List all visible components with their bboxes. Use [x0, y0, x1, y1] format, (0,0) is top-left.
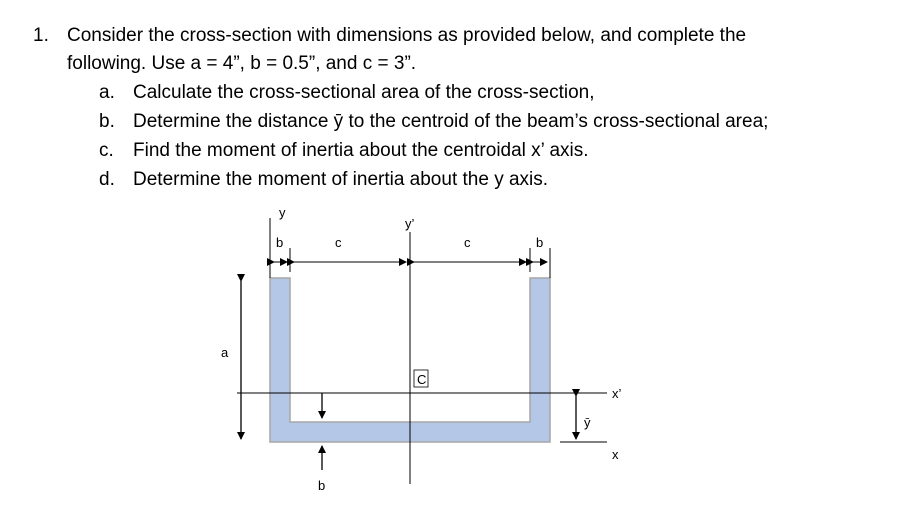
- label-centroid: C: [417, 372, 427, 387]
- part-c-label: c.: [99, 140, 114, 161]
- label-b-right: b: [536, 235, 544, 250]
- problem-intro-line1: Consider the cross-section with dimensions as provided below, and complete the: [67, 25, 747, 46]
- label-x-prime: x’: [612, 386, 622, 401]
- label-c-right: c: [464, 235, 471, 250]
- part-d-label: d.: [99, 169, 115, 190]
- part-c-text: Find the moment of inertia about the centroidal x’ axis.: [133, 140, 589, 161]
- part-b-text: Determine the distance ȳ to the centroid of the beam’s cross-sectional area;: [133, 111, 769, 132]
- part-a-text: Calculate the cross-sectional area of the cross-section,: [133, 82, 595, 103]
- problem-number: 1.: [33, 25, 49, 46]
- part-d-text: Determine the moment of inertia about the y axis.: [133, 169, 549, 190]
- label-b-left: b: [276, 235, 284, 250]
- label-x: x: [612, 447, 619, 462]
- label-b-bottom: b: [318, 478, 326, 493]
- label-ybar: ȳ: [584, 415, 591, 430]
- problem-intro-line2: following. Use a = 4”, b = 0.5”, and c = 3”.: [67, 53, 417, 74]
- part-b-label: b.: [99, 111, 115, 132]
- label-c-left: c: [335, 235, 342, 250]
- label-y-prime: y’: [405, 216, 415, 231]
- label-y: y: [279, 205, 286, 220]
- part-a-label: a.: [99, 82, 115, 103]
- label-a: a: [221, 345, 229, 360]
